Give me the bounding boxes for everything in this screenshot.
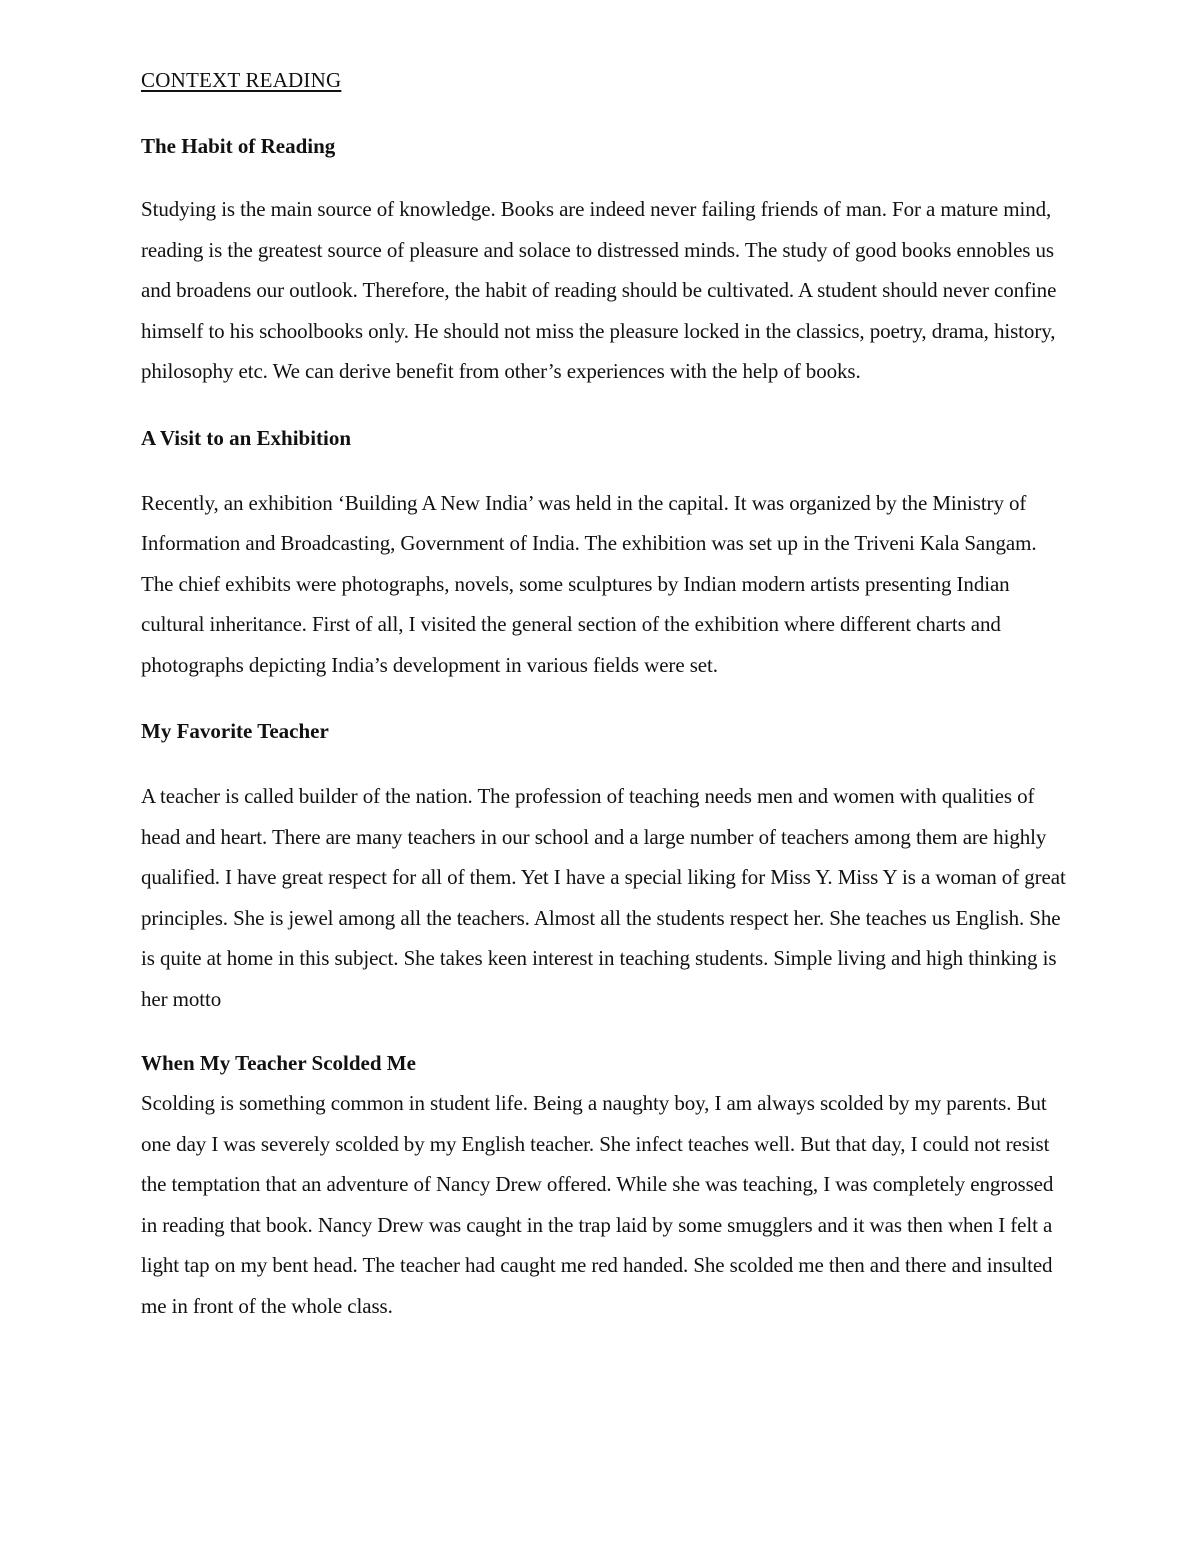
section-heading-habit-of-reading: The Habit of Reading [141,134,336,158]
section-body-habit-of-reading: Studying is the main source of knowledge. Books are indeed never failing friends of man. For a mature mind, reading is the greatest source of pleasure and solace to distressed minds. The study of good books ennobles us and broadens our outlook. Therefore, the habit of reading should be cultivated. A student should never confine himself to his schoolbooks only. He should not miss the pleasure locked in the classics, poetry, drama, history, philosophy etc. We can derive benefit from other’s experiences with the help of books. [141,197,1057,383]
section-heading-teacher-scolded-me: When My Teacher Scolded Me [141,1051,416,1075]
section-body-teacher-scolded-me: Scolding is something common in student life. Being a naughty boy, I am always scolded by my parents. But one day I was severely scolded by my English teacher. She infect teaches well. But that day, I could not resist the temptation that an adventure of Nancy Drew offered. While she was teaching, I was completely engrossed in reading that book. Nancy Drew was caught in the trap laid by some smugglers and it was then when I felt a light tap on my bent head. The teacher had caught me red handed. She scolded me then and there and insulted me in front of the whole class. [141,1091,1054,1318]
section-body-favorite-teacher: A teacher is called builder of the nation. The profession of teaching needs men and women with qualities of head and heart. There are many teachers in our school and a large number of teachers among them are highly qualified. I have great respect for all of them. Yet I have a special liking for Miss Y. Miss Y is a woman of great principles. She is jewel among all the teachers. Almost all the students respect her. She teaches us English. She is quite at home in this subject. She takes keen interest in teaching students. Simple living and high thinking is her motto [141,784,1066,1011]
section-heading-favorite-teacher: My Favorite Teacher [141,719,329,743]
section-body-visit-to-exhibition: Recently, an exhibition ‘Building A New India’ was held in the capital. It was organized by the Ministry of Information and Broadcasting, Government of India. The exhibition was set up in the Triveni Kala Sangam. The chief exhibits were photographs, novels, some sculptures by Indian modern artists presenting Indian cultural inheritance. First of all, I visited the general section of the exhibition where different charts and photographs depicting India’s development in various fields were set. [141,490,1037,677]
document-title: CONTEXT READING [141,68,342,92]
section-heading-visit-to-exhibition: A Visit to an Exhibition [141,425,352,450]
document-page [141,64,1066,1326]
